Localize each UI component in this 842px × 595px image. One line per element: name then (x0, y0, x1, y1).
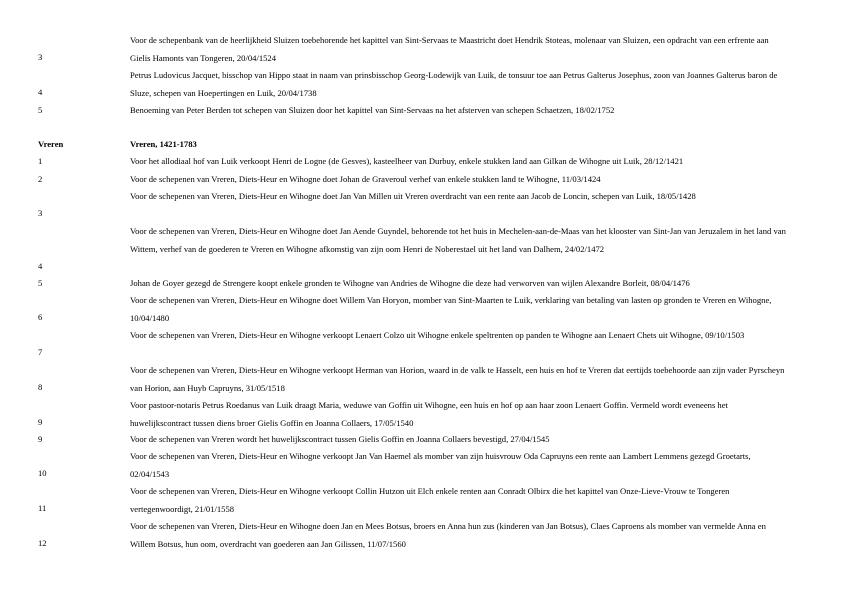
record-number: 1 (38, 156, 43, 166)
record-number: 9 (38, 417, 43, 427)
record-text: Voor de schepenbank van de heerlijkheid Sluizen toebehorende het kapittel van Sint-Servaas te Maastricht doet Hendrik Stoteas, molenaar van Sluizen, een opdracht van een erfrente aan Gielis Hamonts van Tongeren, 20/04/1524 (130, 35, 769, 63)
record-text: Voor pastoor-notaris Petrus Roedanus van Luik draagt Maria, weduwe van Goffin uit Wihogne, een huis en hof op aan haar zoon Lenaert Goffin. Vermeld wordt eveneens het huwelijkscontract tussen diens broer Gielis Goffin en Joanna Collaers, 17/05/1540 (130, 400, 728, 428)
record-number: 3 (38, 52, 43, 62)
record-text: Voor de schepenen van Vreren, Diets-Heur en Wihogne doet Jan Aende Guyndel, behorende tot het huis in Mechelen-aan-de-Maas van het klooster van Sint-Jan van Jeruzalem in het land van Wittem, verhef van de goederen te Vreren en Wihogne afkomstig van zijn oom Henri de Noberestael uit het land van Dalhem, 24/02/1472 (130, 226, 786, 254)
record-text: Benoeming van Peter Berden tot schepen van Sluizen door het kapittel van Sint-Servaas na het afsterven van schepen Schaetzen, 18/02/1752 (130, 105, 615, 115)
record-text: Voor de schepenen van Vreren, Diets-Heur en Wihogne doen Jan en Mees Botsus, broers en Anna hun zus (kinderen van Jan Botsus), Claes Caproens als momber van vermelde Anna en Willem Botsus, hun oom, overdracht van goederen aan Jan Gilissen, 11/07/1560 (130, 521, 766, 549)
record-number: 8 (38, 382, 43, 392)
record-text: Voor de schepenen van Vreren wordt het huwelijkscontract tussen Gielis Goffin en Joanna Collaers bevestigd, 27/04/1545 (130, 434, 550, 444)
section-label: Vreren (38, 139, 64, 149)
record-number: 2 (38, 174, 43, 184)
record-text: Voor de schepenen van Vreren, Diets-Heur en Wihogne verkoopt Herman van Horion, waard in de valk te Hasselt, een huis en hof te Vreren dat eertijds toebehoorde aan zijn vader Pyrscheyn van Horion, aan Huyb Capruyns, 31/05/1518 (130, 365, 785, 393)
record-number: 4 (38, 87, 43, 97)
record-text: Voor de schepenen van Vreren, Diets-Heur en Wihogne doet Jan Van Millen uit Vreren overdracht van een rente aan Jacob de Loncin, schepen van Luik, 18/05/1428 (130, 191, 696, 201)
record-text: Voor de schepenen van Vreren, Diets-Heur en Wihogne verkoopt Jan Van Haemel als momber van zijn huisvrouw Oda Capruyns een rente aan Lambert Lemmens gezegd Groetarts, 02/04/1543 (130, 451, 751, 479)
record-number: 3 (38, 208, 43, 218)
record-number: 9 (38, 434, 43, 444)
record-text: Voor de schepenen van Vreren, Diets-Heur en Wihogne verkoopt Lenaert Colzo uit Wihogne enkele speltrenten op panden te Wihogne aan Lenaert Chets uit Wihogne, 09/10/1503 (130, 330, 745, 340)
record-text: Petrus Ludovicus Jacquet, bisschop van Hippo staat in naam van prinsbisschop Georg-Lodewijk van Luik, de tonsuur toe aan Petrus Galterus Josephus, zoon van Joannes Galterus baron de Sluze, schepen van Hoepertingen en Luik, 20/04/1738 (130, 70, 778, 98)
record-text: Voor het allodiaal hof van Luik verkoopt Henri de Logne (de Gesves), kasteelheer van Durbuy, enkele stukken land aan Gilkan de Wihogne uit Luik, 28/12/1421 (130, 156, 684, 166)
record-number: 7 (38, 347, 43, 357)
record-text: Voor de schepenen van Vreren, Diets-Heur en Wihogne doet Johan de Graveroul verhef van enkele stukken land te Wihogne, 11/03/1424 (130, 174, 601, 184)
record-number: 11 (38, 503, 47, 513)
record-number: 5 (38, 105, 43, 115)
section-heading: Vreren, 1421-1783 (130, 139, 197, 149)
record-number: 5 (38, 278, 43, 288)
record-number: 4 (38, 261, 43, 271)
record-number: 12 (38, 538, 47, 548)
record-text: Voor de schepenen van Vreren, Diets-Heur en Wihogne verkoopt Collin Hutzon uit Elch enkele renten aan Conradt Olbirx die het kapittel van Onze-Lieve-Vrouw te Tongeren vertegenwoordigt, 21/01/1558 (130, 486, 730, 514)
record-number: 6 (38, 312, 43, 322)
record-text: Johan de Goyer gezegd de Strengere koopt enkele gronden te Wihogne van Andries de Wihogne die deze had verworven van wijlen Alexandre Borleit, 08/04/1476 (130, 278, 690, 288)
record-number: 10 (38, 468, 47, 478)
record-text: Voor de schepenen van Vreren, Diets-Heur en Wihogne doet Willem Van Horyon, momber van Sint-Maarten te Luik, verklaring van betaling van lasten op gronden te Vreren en Wihogne, 10/04/1480 (130, 295, 772, 323)
